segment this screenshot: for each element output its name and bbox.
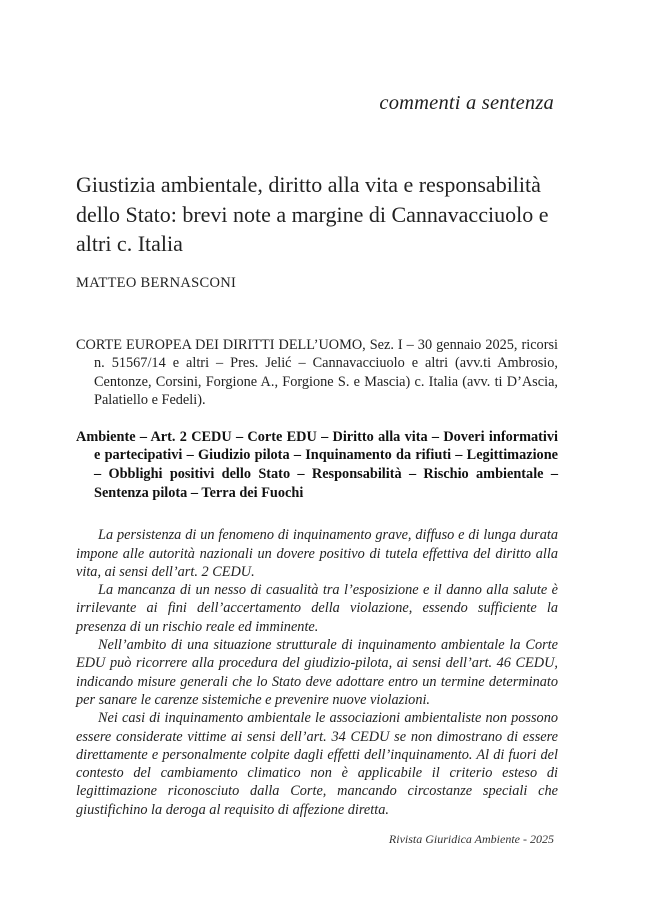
maxim-paragraph: Nei casi di inquinamento ambientale le associazioni ambientaliste non possono essere considerate vittime ai sensi dell’art. 34 CEDU se non dimostrano di essere direttamente e personalmente colpite dagli effetti dell’inquinamento. Al di fuori del contesto del cambiamento climatico non è applicabile il criterio esteso di legittimazione riconosciuto dalla Corte, mancando circostanze speciali che giustifichino la deroga al requisito di affezione diretta. [76, 710, 558, 818]
journal-footer: Rivista Giuridica Ambiente - 2025 [388, 832, 554, 846]
keywords: Ambiente – Art. 2 CEDU – Corte EDU – Diritto alla vita – Doveri informativi e partecipativi – Giudizio pilota – Inquinamento da rifiuti – Legittimazione – Obblighi positivi dello Stato – Responsabilità – Rischio ambientale – Sentenza pilota – Terra dei Fuochi [76, 428, 558, 501]
case-reference: CORTE EUROPEA DEI DIRITTI DELL’UOMO, Sez. I – 30 gennaio 2025, ricorsi n. 51567/14 e altri – Pres. Jelić – Cannavacciuolo e altri (avv.ti Ambrosio, Centonze, Corsini, Forgione A., Forgione S. e Mascia) c. Italia (avv. ti D’Ascia, Palatiello e Fedeli). [76, 336, 558, 409]
maxim-paragraph: La persistenza di un fenomeno di inquinamento grave, diffuso e di lunga durata impone alle autorità nazionali un dovere positivo di tutela effettiva del diritto alla vita, ai sensi dell’art. 2 CEDU. [76, 527, 558, 580]
maxim-paragraph: La mancanza di un nesso di casualità tra l’esposizione e il danno alla salute è irrilevante ai fini dell’accertamento della violazione, essendo sufficiente la presenza di un rischio reale ed imminente. [76, 582, 558, 635]
article-body [76, 170, 558, 819]
maxims [76, 526, 558, 819]
article-title: Giustizia ambientale, diritto alla vita e responsabilità dello Stato: brevi note a margine di Cannavacciuolo e altri c. Italia [76, 172, 549, 256]
maxim-paragraph: Nell’ambito di una situazione strutturale di inquinamento ambientale la Corte EDU può ricorrere alla procedura del giudizio-pilota, ai sensi dell’art. 46 CEDU, indicando misure generali che lo Stato deve adottare entro un termine determinato per sanare le carenze sistemiche e prevenire nuove violazioni. [76, 637, 558, 708]
section-label: commenti a sentenza [379, 92, 554, 114]
author-name: MATTEO BERNASCONI [76, 274, 237, 291]
